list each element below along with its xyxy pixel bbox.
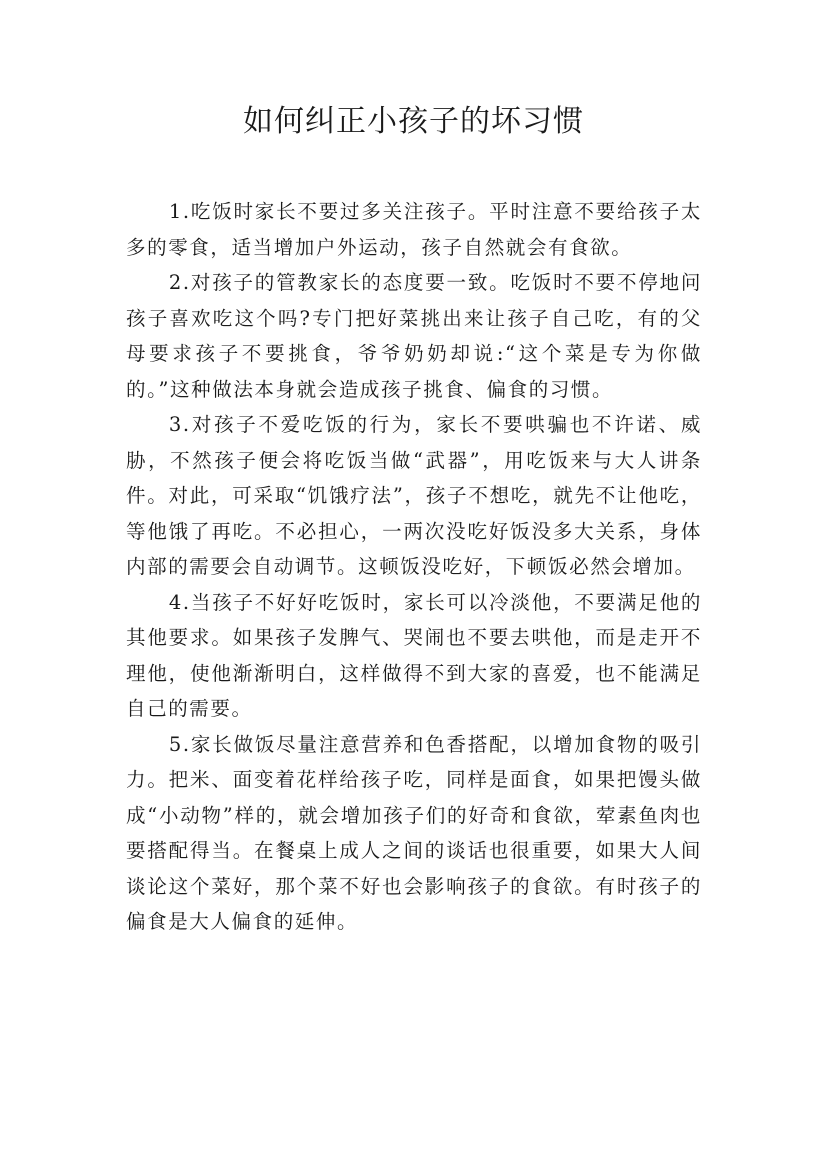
paragraph-1: 1.吃饭时家长不要过多关注孩子。平时注意不要给孩子太多的零食，适当增加户外运动，孩子自然就会有食欲。: [126, 200, 702, 259]
document-title: 如何纠正小孩子的坏习惯: [243, 104, 584, 139]
paragraph-4: 4.当孩子不好好吃饭时，家长可以冷淡他，不要满足他的其他要求。如果孩子发脾气、哭闹也不要去哄他，而是走开不理他，使他渐渐明白，这样做得不到大家的喜爱，也不能满足自己的需要。: [126, 590, 702, 720]
paragraph-3: 3.对孩子不爱吃饭的行为，家长不要哄骗也不许诺、威胁，不然孩子便会将吃饭当做“武器”，用吃饭来与大人讲条件。对此，可采取“饥饿疗法”，孩子不想吃，就先不让他吃，等他饿了再吃。不必担心，一两次没吃好饭没多大关系，身体内部的需要会自动调节。这顿饭没吃好，下顿饭必然会增加。: [126, 413, 702, 578]
paragraph-5: 5.家长做饭尽量注意营养和色香搭配，以增加食物的吸引力。把米、面变着花样给孩子吃，同样是面食，如果把馒头做成“小动物”样的，就会增加孩子们的好奇和食欲，荤素鱼肉也要搭配得当。在餐桌上成人之间的谈话也很重要，如果大人间谈论这个菜好，那个菜不好也会影响孩子的食欲。有时孩子的偏食是大人偏食的延伸。: [126, 732, 702, 933]
document-body: [126, 194, 702, 940]
paragraph-2: 2.对孩子的管教家长的态度要一致。吃饭时不要不停地问孩子喜欢吃这个吗?专门把好菜挑出来让孩子自己吃，有的父母要求孩子不要挑食，爷爷奶奶却说:“这个菜是专为你做的。”这种做法本身就会造成孩子挑食、偏食的习惯。: [126, 271, 702, 401]
